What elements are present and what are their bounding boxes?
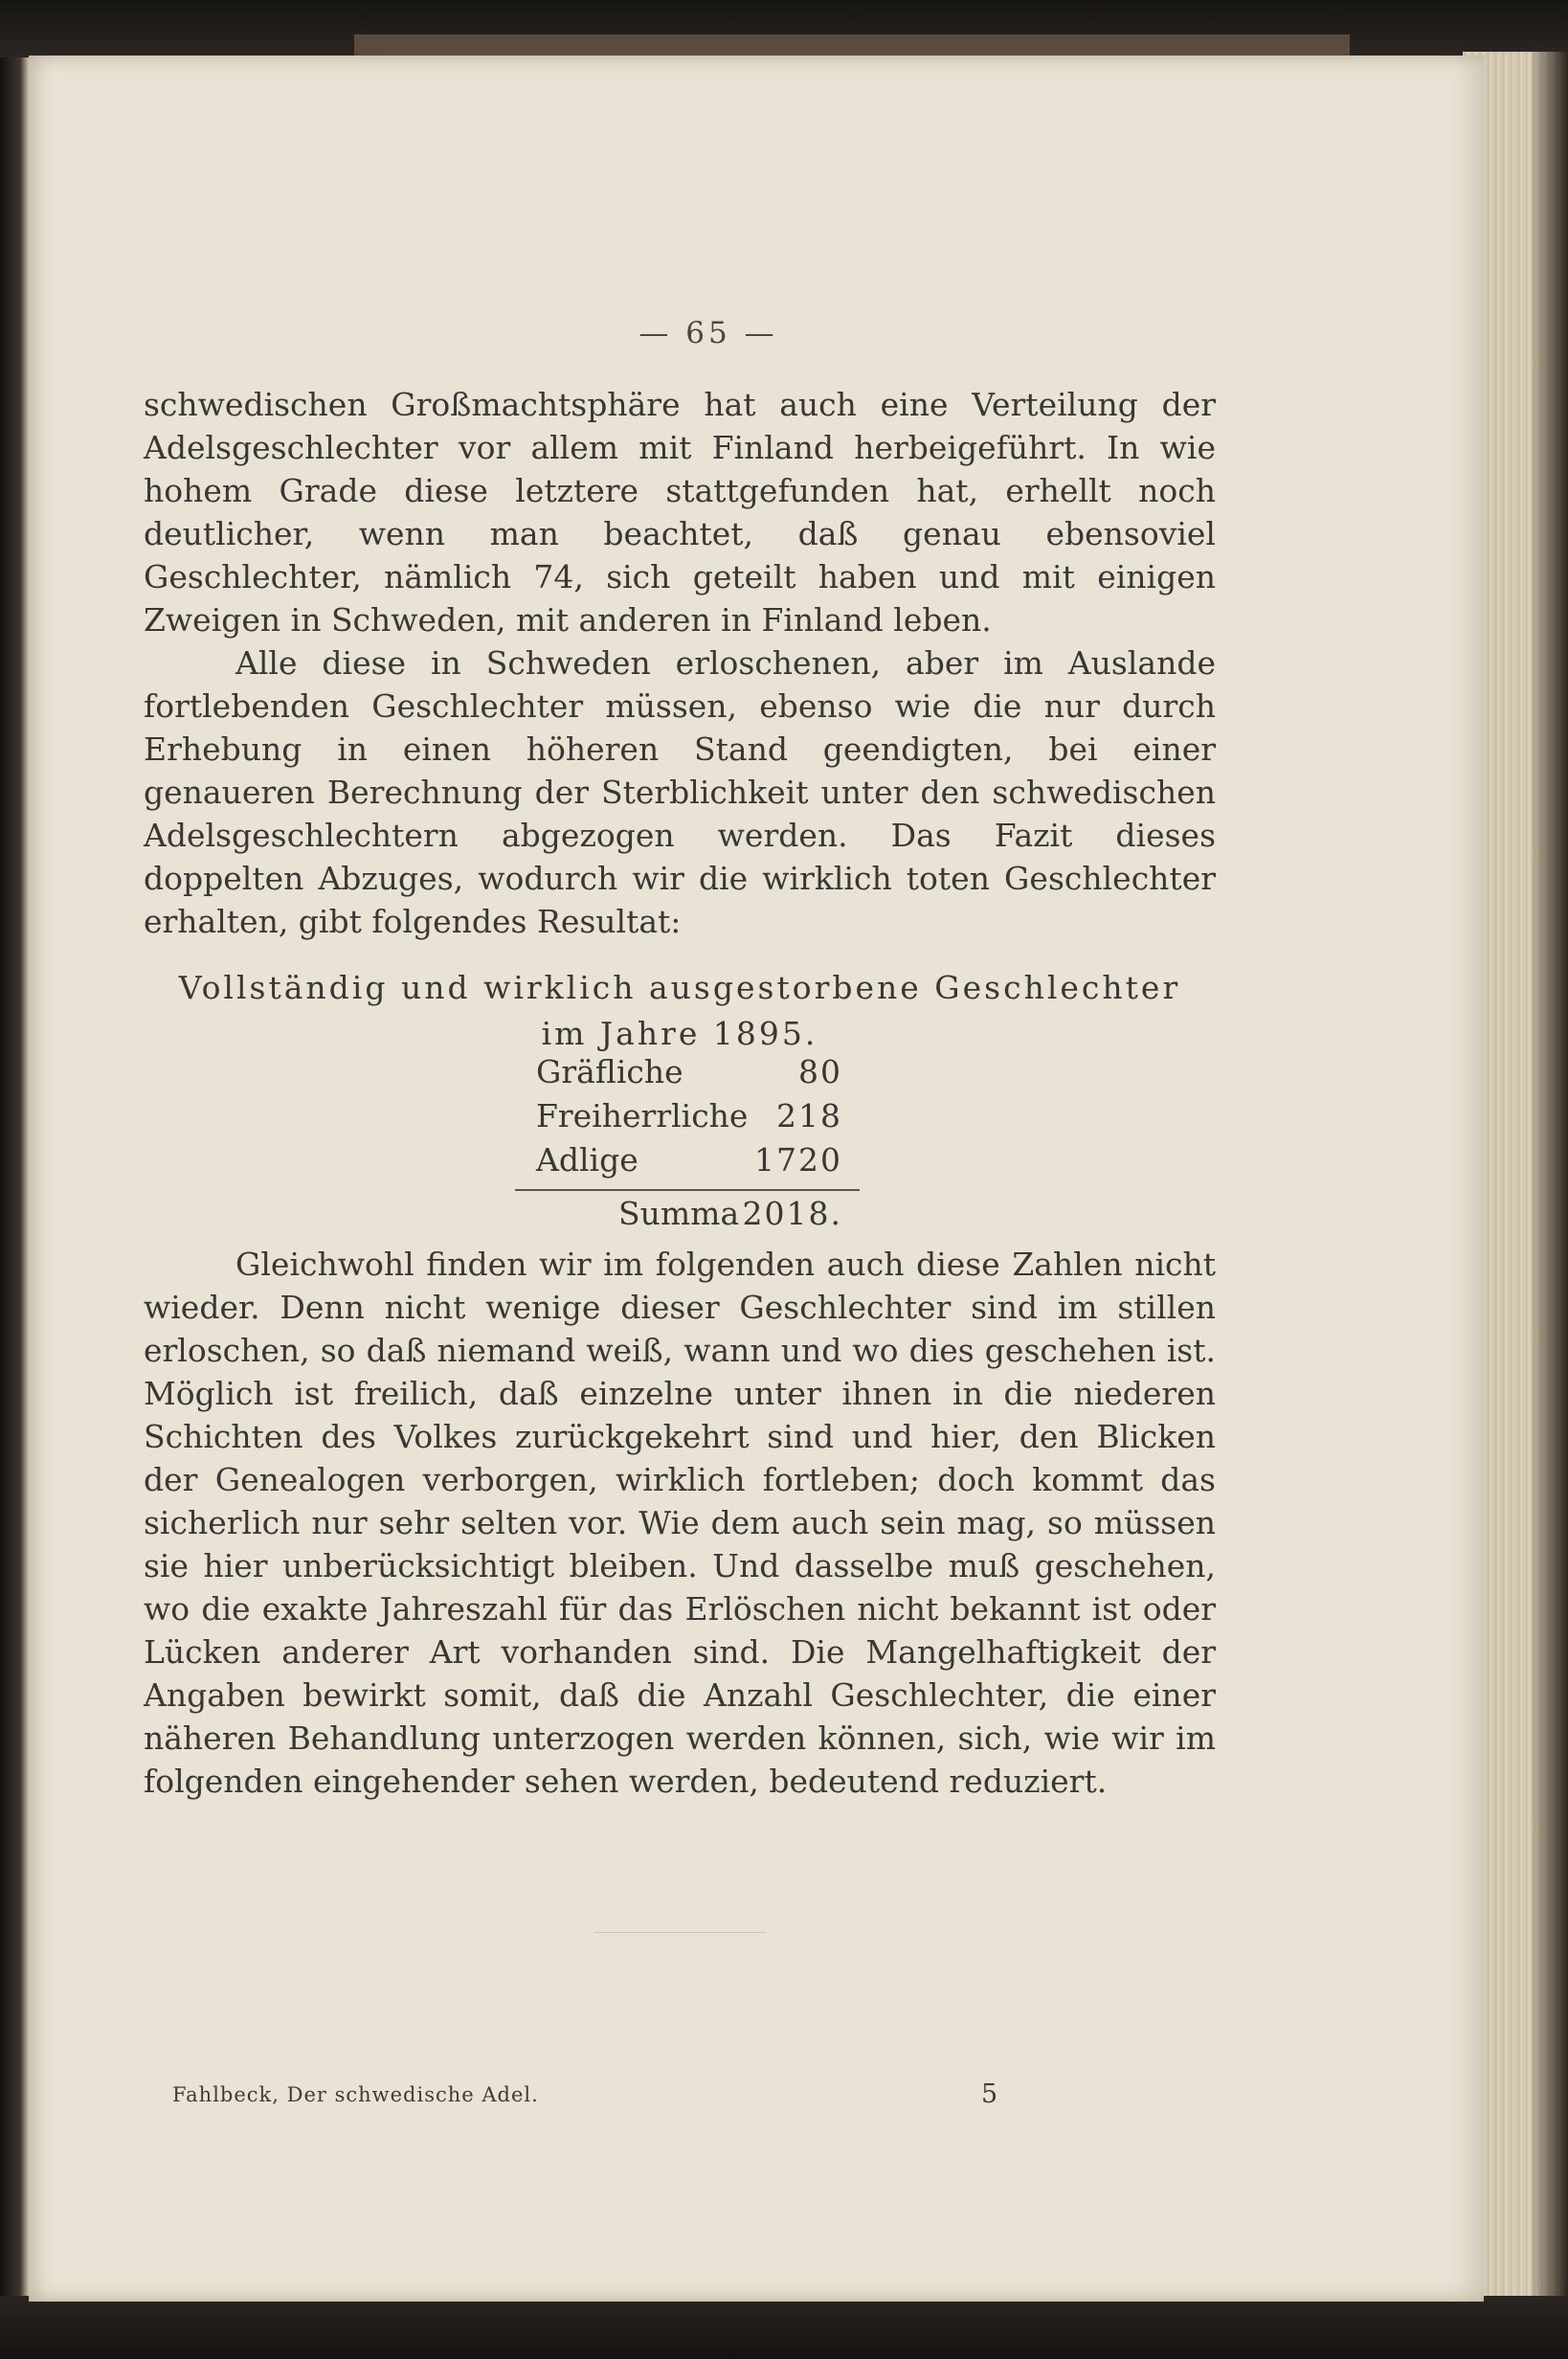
paragraph-1: schwedischen Großmachtsphäre hat auch eine Verteilung der Adelsgeschlechter vor allem mit Finland herbeigeführt. In wie hohem Grade diese letztere stattgefunden hat, erhellt noch deutlicher, wenn man beachtet, daß genau ebensoviel Geschlechter, nämlich 74, sich geteilt haben und mit einigen Zweigen in Schweden, mit anderen in Finland leben. <box>144 386 1216 639</box>
table-row <box>488 1053 852 1097</box>
footer-book-title: Fahlbeck, Der schwedische Adel. <box>172 2083 539 2106</box>
table-title <box>144 965 1216 1057</box>
book-right-shadow <box>1532 52 1568 2302</box>
table-row <box>488 1097 852 1141</box>
page-number: — 65 — <box>638 316 778 350</box>
table-row <box>488 1141 852 1185</box>
sum-label: Summa <box>618 1195 740 1232</box>
book-left-edge <box>0 57 29 2359</box>
paragraph-3: Gleichwohl finden wir im folgenden auch diese Zahlen nicht wieder. Denn nicht wenige dieser Geschlechter sind im stillen erloschen, so daß niemand weiß, wann und wo dies geschehen ist. Möglich ist freilich, daß einzelne unter ihnen in die niederen Schichten des Volkes zurückgekehrt sind und hier, den Blicken der Genealogen verborgen, wirklich fortleben; doch kommt das sicherlich nur sehr selten vor. Wie dem auch sein mag, so müssen sie hier unberücksichtigt bleiben. Und dasselbe muß geschehen, wo die exakte Jahreszahl für das Erlöschen nicht bekannt ist oder Lücken anderer Art vorhanden sind. Die Mangelhaftigkeit der Angaben bewirkt somit, daß die Anzahl Geschlechter, die einer näheren Behandlung unterzogen werden können, sich, wie wir im folgenden eingehender sehen werden, bedeutend reduziert. <box>144 1246 1216 1800</box>
paragraph-2: Alle diese in Schweden erloschenen, aber im Auslande fortlebenden Geschlechter müssen, ebenso wie die nur durch Erhebung in einen höheren Stand geendigten, bei einer genaueren Berechnung der Sterblichkeit unter den schwedischen Adelsgeschlechtern abgezogen werden. Das Fazit dieses doppelten Abzuges, wodurch wir die wirklich toten Geschlechter erhalten, gibt folgendes Resultat: <box>144 644 1216 940</box>
table-title-line-1: Vollständig und wirklich ausgestorbene Geschlechter <box>178 969 1181 1006</box>
book-bottom-edge <box>0 2296 1568 2359</box>
row-value: 218 <box>776 1097 842 1135</box>
row-label: Freiherrliche <box>536 1097 749 1135</box>
section-end-rule <box>594 1932 766 1933</box>
book-page <box>29 56 1484 2302</box>
row-value: 80 <box>798 1053 842 1090</box>
row-label: Adlige <box>536 1141 638 1179</box>
sum-row <box>488 1195 852 1239</box>
extinct-families-table <box>488 1053 852 1239</box>
row-value: 1720 <box>754 1141 842 1179</box>
signature-mark: 5 <box>981 2079 998 2109</box>
row-label: Gräfliche <box>536 1053 683 1090</box>
table-title-line-2: im Jahre 1895. <box>541 1015 818 1052</box>
sum-value: 2018. <box>742 1195 842 1232</box>
book-cover-strip <box>354 34 1350 56</box>
sum-rule <box>515 1189 860 1191</box>
